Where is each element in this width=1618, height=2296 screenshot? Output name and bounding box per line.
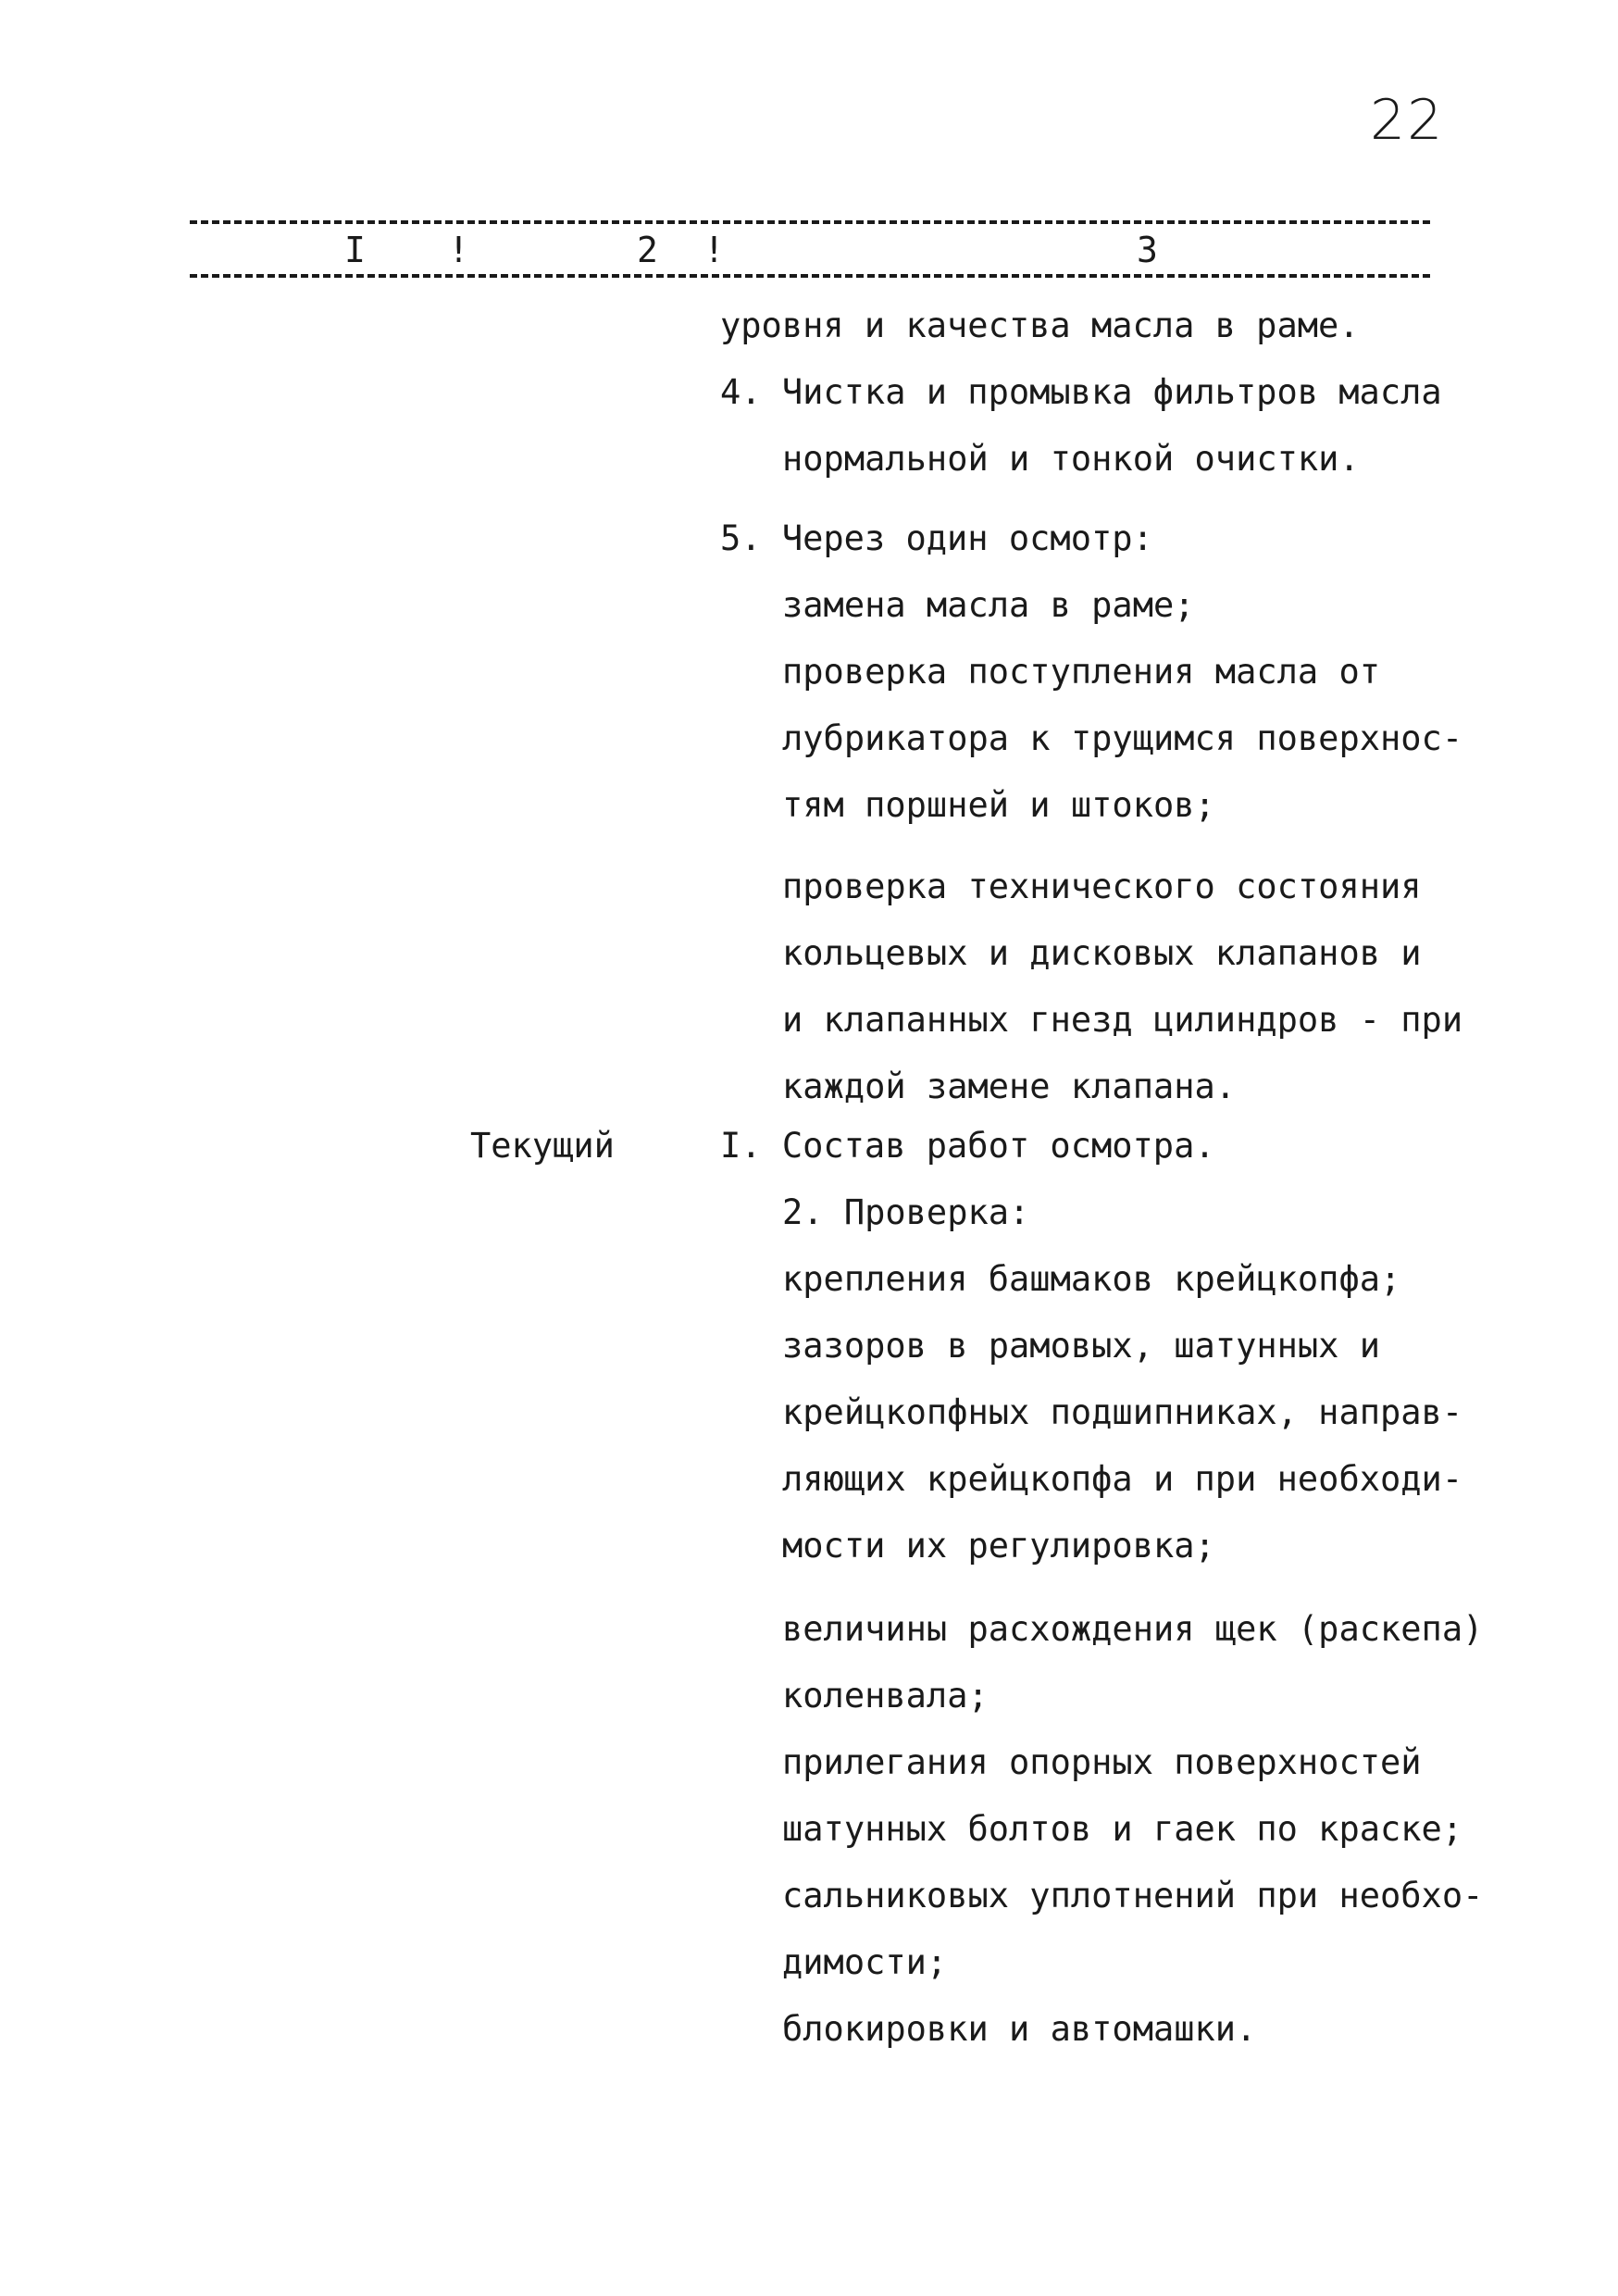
text-line: прилегания опорных поверхностей: [782, 1742, 1422, 1782]
text-line: димости;: [782, 1942, 948, 1982]
table-header-top-rule: [190, 220, 1430, 224]
text-line: проверка поступления масла от: [782, 652, 1381, 692]
text-line: нормальной и тонкой очистки.: [782, 439, 1360, 479]
text-line: блокировки и автомашки.: [782, 2009, 1257, 2049]
table-header-col-3: 3: [1137, 230, 1158, 270]
text-line: мости их регулировка;: [782, 1526, 1215, 1566]
text-line: замена масла в раме;: [782, 585, 1195, 625]
text-line: величины расхождения щек (раскепа): [782, 1609, 1484, 1649]
text-line: каждой замене клапана.: [782, 1067, 1237, 1106]
table-header-bottom-rule: [190, 274, 1430, 278]
text-line: 2. Проверка:: [782, 1192, 1030, 1232]
text-line: уровня и качества масла в раме.: [720, 306, 1360, 345]
text-line: 5. Через один осмотр:: [720, 518, 1153, 558]
maintenance-type: Текущий: [470, 1126, 615, 1166]
text-line: ляющих крейцкопфа и при необходи-: [782, 1459, 1463, 1499]
text-line: 4. Чистка и промывка фильтров масла: [720, 372, 1442, 412]
text-line: зазоров в рамовых, шатунных и: [782, 1326, 1381, 1366]
text-line: тям поршней и штоков;: [782, 785, 1215, 825]
table-header-separator-2: !: [703, 230, 725, 270]
page-number: 22: [1370, 88, 1445, 153]
text-line: лубрикатора к трущимся поверхнос-: [782, 718, 1463, 758]
table-header-separator-1: !: [448, 230, 469, 270]
text-line: шатунных болтов и гаек по краске;: [782, 1809, 1463, 1849]
text-line: сальниковых уплотнений при необхо-: [782, 1876, 1484, 1915]
text-line: коленвала;: [782, 1676, 989, 1716]
text-line: крейцкопфных подшипниках, направ-: [782, 1392, 1463, 1432]
table-header-col-2: 2: [637, 230, 658, 270]
text-line: проверка технического состояния: [782, 867, 1422, 906]
text-line: крепления башмаков крейцкопфа;: [782, 1259, 1401, 1299]
table-header-col-1: I: [344, 230, 366, 270]
text-line: I. Состав работ осмотра.: [720, 1126, 1215, 1166]
text-line: и клапанных гнезд цилиндров - при: [782, 1000, 1463, 1040]
text-line: кольцевых и дисковых клапанов и: [782, 933, 1422, 973]
